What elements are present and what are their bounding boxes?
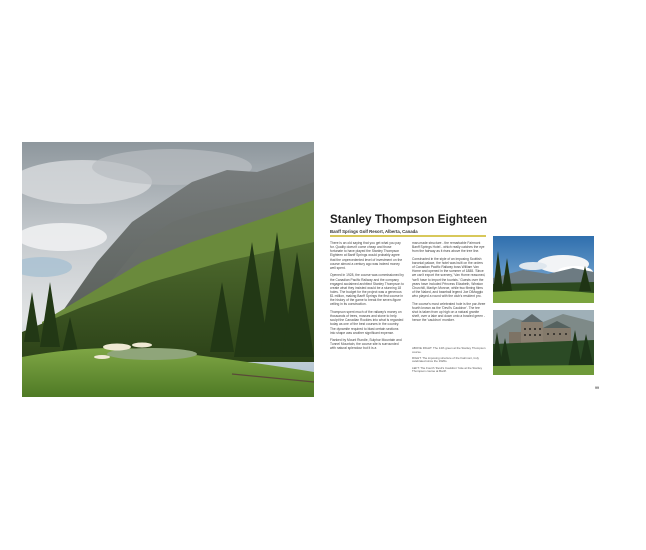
- body-paragraph: Thompson spent much of the railway's money on thousands of trees, mosses and stone to help sculpt the Canadian Rockies into what is regarded today as one of the best courses in the country. The dynamite required to blast certain sections into shape was another significant expense.: [330, 309, 404, 335]
- article-subtitle: Banff Springs Golf Resort, Alberta, Canada: [330, 229, 418, 234]
- golf-course-mountain-photo: [22, 142, 314, 397]
- banff-springs-hotel-photo: [493, 310, 594, 375]
- golf-green-photo: [493, 236, 594, 303]
- caption: LEFT: The Fourth 'Devil's Cauldron' hole at the Stanley Thompson course at Banff.: [412, 365, 483, 374]
- page-number: 99: [595, 386, 599, 390]
- body-paragraph: man-made structure - the remarkable Fairmont Banff Springs Hotel - which really catches the eye from the fairway as it rises above the tree line.: [412, 241, 485, 254]
- body-paragraph: Flanked by Mount Rundle, Sulphur Mountain and Tunnel Mountain, the course site is surrounded with natural splendour but it is a: [330, 338, 402, 351]
- body-paragraph: Opened in 1928, the course was commissioned by the Canadian Pacific Railway and the company engaged acclaimed architect Stanley Thompson to create what they insisted would be a stunning 18 holes. The budget for the project was a generous $1 million, making Banff Springs the first course in the history of the game to break the seven-figure ceiling in its construction.: [330, 273, 404, 307]
- body-paragraph: Constructed in the style of an imposing Scottish baronial palace, the hotel was built on the orders of Canadian Pacific Railway boss William Van Horne and opened in the summer of 1888. 'Since we can't export the scenery,' Van Horne reasoned, 'we'll have to import the tourists.' Guests over the years have included Princess Elizabeth, Winston Churchill, Marilyn Monroe, while two filming films of the Naked, and baseball legend Joe DiMaggio who played a round with the club's resident pro.: [412, 256, 486, 299]
- body-paragraph: The course's most celebrated hole is the par-three fourth known as the 'Devil's Cauldron'. The tee shot is taken from up high on a natural granite shelf, over a lake and down onto a bowled green - hence the 'cauldron' moniker.: [412, 301, 486, 323]
- body-column-2: [412, 241, 486, 326]
- caption: ABOVE RIGHT: The 14th green at the Stanley Thompson course.: [412, 346, 486, 354]
- body-paragraph: There is an old saying that you get what you pay for. Quality doesn't come cheap and those fortunate to have played the Stanley Thompson Eighteen at Banff Springs would probably agree that the unprecedented level of investment on the course almost a century ago was indeed money well spent.: [330, 241, 403, 270]
- photo-captions: [412, 347, 486, 376]
- caption: RIGHT: The imposing structure of the Fairmont, truly celebrated since the 1920s.: [412, 355, 479, 364]
- accent-rule: [330, 235, 486, 237]
- body-column-1: [330, 241, 404, 354]
- article-title: Stanley Thompson Eighteen: [330, 214, 488, 226]
